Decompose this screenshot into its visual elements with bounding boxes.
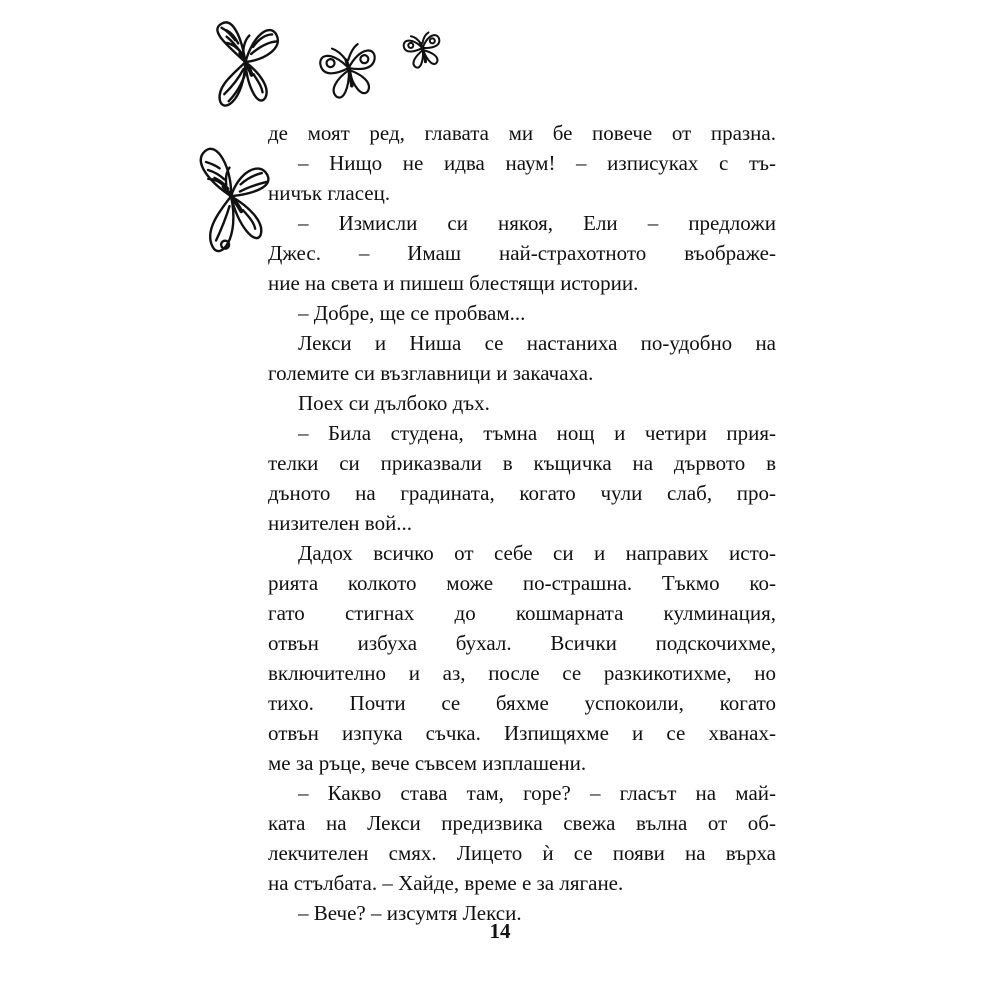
text-line: – Нищо не идва наум! – изписуках с тъ- bbox=[298, 151, 776, 175]
text-line: Лекси и Ниша се настаниха по-удобно на bbox=[298, 331, 776, 355]
text-line: – Измисли си някоя, Ели – предложи bbox=[298, 211, 776, 235]
text-line: – Вече? – изсумтя Лекси. bbox=[298, 901, 522, 925]
text-line: низителен вой... bbox=[268, 511, 413, 535]
text-line: ката на Лекси предизвика свежа вълна от об- bbox=[268, 811, 776, 835]
butterfly-icon bbox=[196, 16, 296, 111]
butterfly-icon bbox=[400, 28, 446, 72]
text-line: тихо. Почти се бяхме успокоили, когато bbox=[268, 691, 776, 715]
butterfly-icon bbox=[180, 138, 280, 256]
text-line: телки си приказвали в къщичка на дървото в bbox=[268, 451, 776, 475]
text-line: Джес. – Имаш най-страхотното въображе- bbox=[268, 241, 776, 265]
text-line: отвън избуха бухал. Всички подскочихме, bbox=[268, 631, 776, 655]
text-line: ничък гласец. bbox=[268, 181, 391, 205]
text-line: Поех си дълбоко дъх. bbox=[298, 391, 490, 415]
text-line: включително и аз, после се разкикотихме, но bbox=[268, 661, 776, 685]
butterfly-icon bbox=[314, 36, 384, 104]
text-line: големите си възглавници и закачаха. bbox=[268, 361, 594, 385]
text-line: ме за ръце, вече съвсем изплашени. bbox=[268, 751, 587, 775]
text-line: ние на света и пишеш блестящи истории. bbox=[268, 271, 639, 295]
text-line: – Какво става там, горе? – гласът на май- bbox=[298, 781, 776, 805]
text-line: гато стигнах до кошмарната кулминация, bbox=[268, 601, 776, 625]
text-line: де моят ред, главата ми бе повече от празна. bbox=[268, 121, 776, 145]
text-line: рията колкото може по-страшна. Тъкмо ко- bbox=[268, 571, 776, 595]
text-line: дъното на градината, когато чули слаб, про- bbox=[268, 481, 776, 505]
text-line: лекчителен смях. Лицето ѝ се появи на върха bbox=[268, 841, 776, 865]
text-line: на стълбата. – Хайде, време е за лягане. bbox=[268, 871, 624, 895]
page-number: 14 bbox=[489, 919, 511, 943]
text-line: – Добре, ще се пробвам... bbox=[298, 301, 526, 325]
text-line: Дадох всичко от себе си и направих исто- bbox=[298, 541, 776, 565]
text-line: отвън изпука съчка. Изпищяхме и се хванах- bbox=[268, 721, 776, 745]
text-line: – Била студена, тъмна нощ и четири прия- bbox=[298, 421, 776, 445]
